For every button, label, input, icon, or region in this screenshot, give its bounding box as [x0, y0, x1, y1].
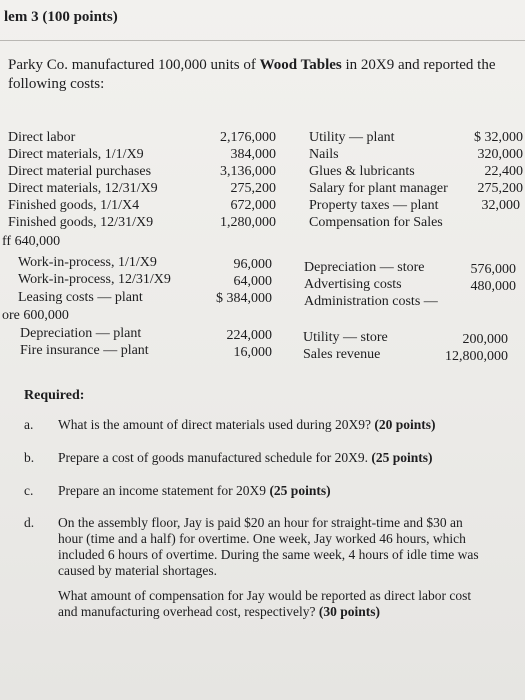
item-b-question: Prepare a cost of goods manufactured schedule for 20X9.	[58, 450, 372, 465]
cost-label: Utility — store	[303, 330, 388, 345]
cost-label: Work-in-process, 12/31/X9	[18, 272, 171, 287]
cost-value: 32,000	[481, 198, 520, 213]
cost-label: Salary for plant manager	[309, 181, 448, 196]
item-c-question: Prepare an income statement for 20X9	[58, 483, 270, 498]
cost-value: 275,200	[477, 181, 523, 196]
item-d-line: hour (time and a half) for overtime. One week, Jay worked 46 hours, which	[58, 531, 466, 546]
required-heading: Required:	[24, 388, 85, 403]
cost-value: 64,000	[233, 274, 272, 289]
cost-value: 576,000	[470, 262, 516, 277]
item-letter-a: a.	[24, 417, 34, 432]
cost-value: 672,000	[230, 198, 276, 213]
cost-label: Nails	[309, 147, 339, 162]
cost-value: 1,280,000	[220, 215, 276, 230]
item-b-text	[58, 451, 433, 465]
item-letter-d: d.	[24, 515, 35, 530]
header-divider	[0, 40, 525, 41]
cost-label: Depreciation — store	[304, 260, 425, 275]
item-c-text	[58, 484, 331, 498]
cost-label: Direct labor	[8, 130, 76, 145]
cost-value: 275,200	[230, 181, 276, 196]
cost-label: Finished goods, 1/1/X4	[8, 198, 140, 213]
cost-label: Depreciation — plant	[20, 326, 142, 341]
intro-product-name: Wood Tables	[259, 57, 342, 73]
wrapped-value-line: ff 640,000	[2, 234, 61, 249]
cost-label: Compensation for Sales	[309, 215, 443, 230]
item-d-question-text: and manufacturing overhead cost, respectively?	[58, 604, 319, 619]
cost-label: Utility — plant	[309, 130, 395, 145]
item-a-points: (20 points)	[374, 417, 436, 432]
cost-value: 16,000	[233, 345, 272, 360]
cost-label: Finished goods, 12/31/X9	[8, 215, 154, 230]
item-a-text	[58, 418, 436, 432]
intro-text-pre: Parky Co. manufactured 100,000 units of	[8, 57, 260, 73]
cost-value: 12,800,000	[445, 349, 508, 364]
intro-line-1	[8, 58, 495, 73]
problem-title: lem 3 (100 points)	[4, 9, 118, 25]
cost-value: 3,136,000	[220, 164, 276, 179]
item-d-question-line: What amount of compensation for Jay would be reported as direct labor cost	[58, 588, 472, 603]
cost-value: 2,176,000	[220, 130, 276, 145]
cost-label: Fire insurance — plant	[20, 343, 149, 358]
intro-line-2: following costs:	[8, 76, 105, 92]
item-letter-b: b.	[24, 450, 35, 465]
cost-value: $ 32,000	[474, 130, 523, 145]
item-d-line: On the assembly floor, Jay is paid $20 an hour for straight-time and $30 an	[58, 515, 463, 530]
item-b-points: (25 points)	[371, 450, 433, 465]
cost-label: Advertising costs	[304, 277, 402, 292]
item-c-points: (25 points)	[269, 483, 331, 498]
cost-label: Administration costs —	[304, 294, 438, 309]
cost-value: 224,000	[226, 328, 272, 343]
cost-value: 320,000	[477, 147, 523, 162]
intro-text-post: in 20X9 and reported the	[341, 57, 496, 73]
cost-value: 384,000	[230, 147, 276, 162]
cost-label: Direct material purchases	[8, 164, 152, 179]
cost-value: 480,000	[470, 279, 516, 294]
cost-label: Sales revenue	[303, 347, 381, 362]
wrapped-value-line: ore 600,000	[2, 308, 69, 323]
cost-label: Work-in-process, 1/1/X9	[18, 255, 157, 270]
cost-label: Leasing costs — plant	[18, 290, 143, 305]
item-letter-c: c.	[24, 483, 34, 498]
item-a-question: What is the amount of direct materials used during 20X9?	[58, 417, 375, 432]
item-d-line: included 6 hours of overtime. During the same week, 4 hours of idle time was	[58, 547, 479, 562]
cost-value: $ 384,000	[216, 291, 272, 306]
cost-label: Glues & lubricants	[309, 164, 415, 179]
cost-label: Direct materials, 12/31/X9	[8, 181, 158, 196]
cost-label: Direct materials, 1/1/X9	[8, 147, 144, 162]
cost-label: Property taxes — plant	[309, 198, 439, 213]
cost-value: 96,000	[233, 257, 272, 272]
item-d-question-line-2	[58, 605, 380, 619]
item-d-line: caused by material shortages.	[58, 563, 217, 578]
item-d-points: (30 points)	[318, 604, 381, 619]
cost-value: 22,400	[484, 164, 523, 179]
cost-value: 200,000	[462, 332, 508, 347]
